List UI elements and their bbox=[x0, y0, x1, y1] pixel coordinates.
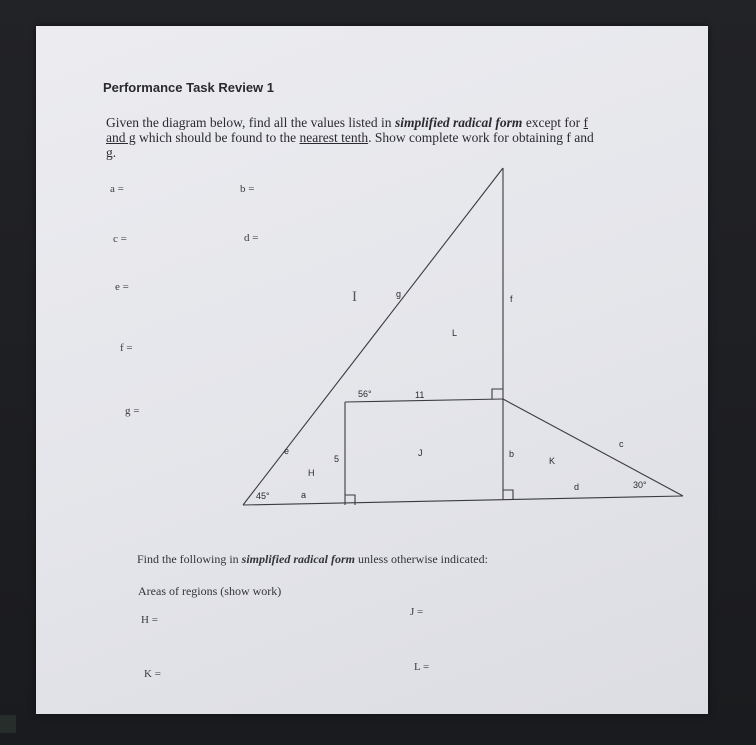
page-title: Performance Task Review 1 bbox=[103, 80, 275, 95]
right-angle-marker-right bbox=[503, 490, 513, 500]
label-b: b bbox=[509, 449, 515, 459]
label-H: H bbox=[308, 468, 315, 478]
answer-c-label: c = bbox=[113, 233, 127, 245]
hypotenuse-line bbox=[243, 168, 503, 505]
label-56-degrees: 56° bbox=[358, 389, 372, 399]
text-cursor-icon: I bbox=[352, 289, 357, 305]
answer-g-label: g = bbox=[125, 405, 140, 417]
area-L-label: L = bbox=[414, 661, 430, 673]
label-L: L bbox=[452, 328, 458, 338]
label-J: J bbox=[418, 448, 423, 458]
side-c-line bbox=[503, 399, 683, 496]
monitor-bezel-edge bbox=[0, 715, 16, 733]
instructions-text: Given the diagram below, find all the values listed in simplified radical form except for f and g which should be found to the nearest tenth. Show complete work for obtaining f and g. bbox=[106, 115, 594, 160]
area-J-label: J = bbox=[410, 606, 424, 618]
label-30-degrees: 30° bbox=[633, 480, 647, 490]
area-K-label: K = bbox=[144, 668, 161, 680]
label-11: 11 bbox=[415, 390, 425, 400]
label-45-degrees: 45° bbox=[256, 491, 270, 501]
label-K: K bbox=[549, 456, 556, 466]
label-5: 5 bbox=[334, 454, 340, 464]
label-e: e bbox=[284, 446, 290, 456]
base-line bbox=[243, 496, 683, 505]
label-g: g bbox=[396, 289, 402, 299]
answer-e-label: e = bbox=[115, 281, 129, 293]
find-instructions: Find the following in simplified radical form unless otherwise indicated: bbox=[137, 552, 488, 566]
area-H-label: H = bbox=[141, 614, 158, 626]
label-f: f bbox=[510, 294, 513, 304]
label-c: c bbox=[619, 439, 624, 449]
answer-b-label: b = bbox=[240, 183, 255, 195]
answer-a-label: a = bbox=[110, 183, 124, 195]
right-angle-marker-top bbox=[492, 389, 503, 399]
label-a: a bbox=[301, 490, 307, 500]
right-angle-marker-left bbox=[345, 495, 355, 505]
answer-f-label: f = bbox=[120, 342, 133, 354]
areas-heading: Areas of regions (show work) bbox=[138, 584, 282, 598]
label-d: d bbox=[574, 482, 580, 492]
answer-d-label: d = bbox=[244, 232, 259, 244]
